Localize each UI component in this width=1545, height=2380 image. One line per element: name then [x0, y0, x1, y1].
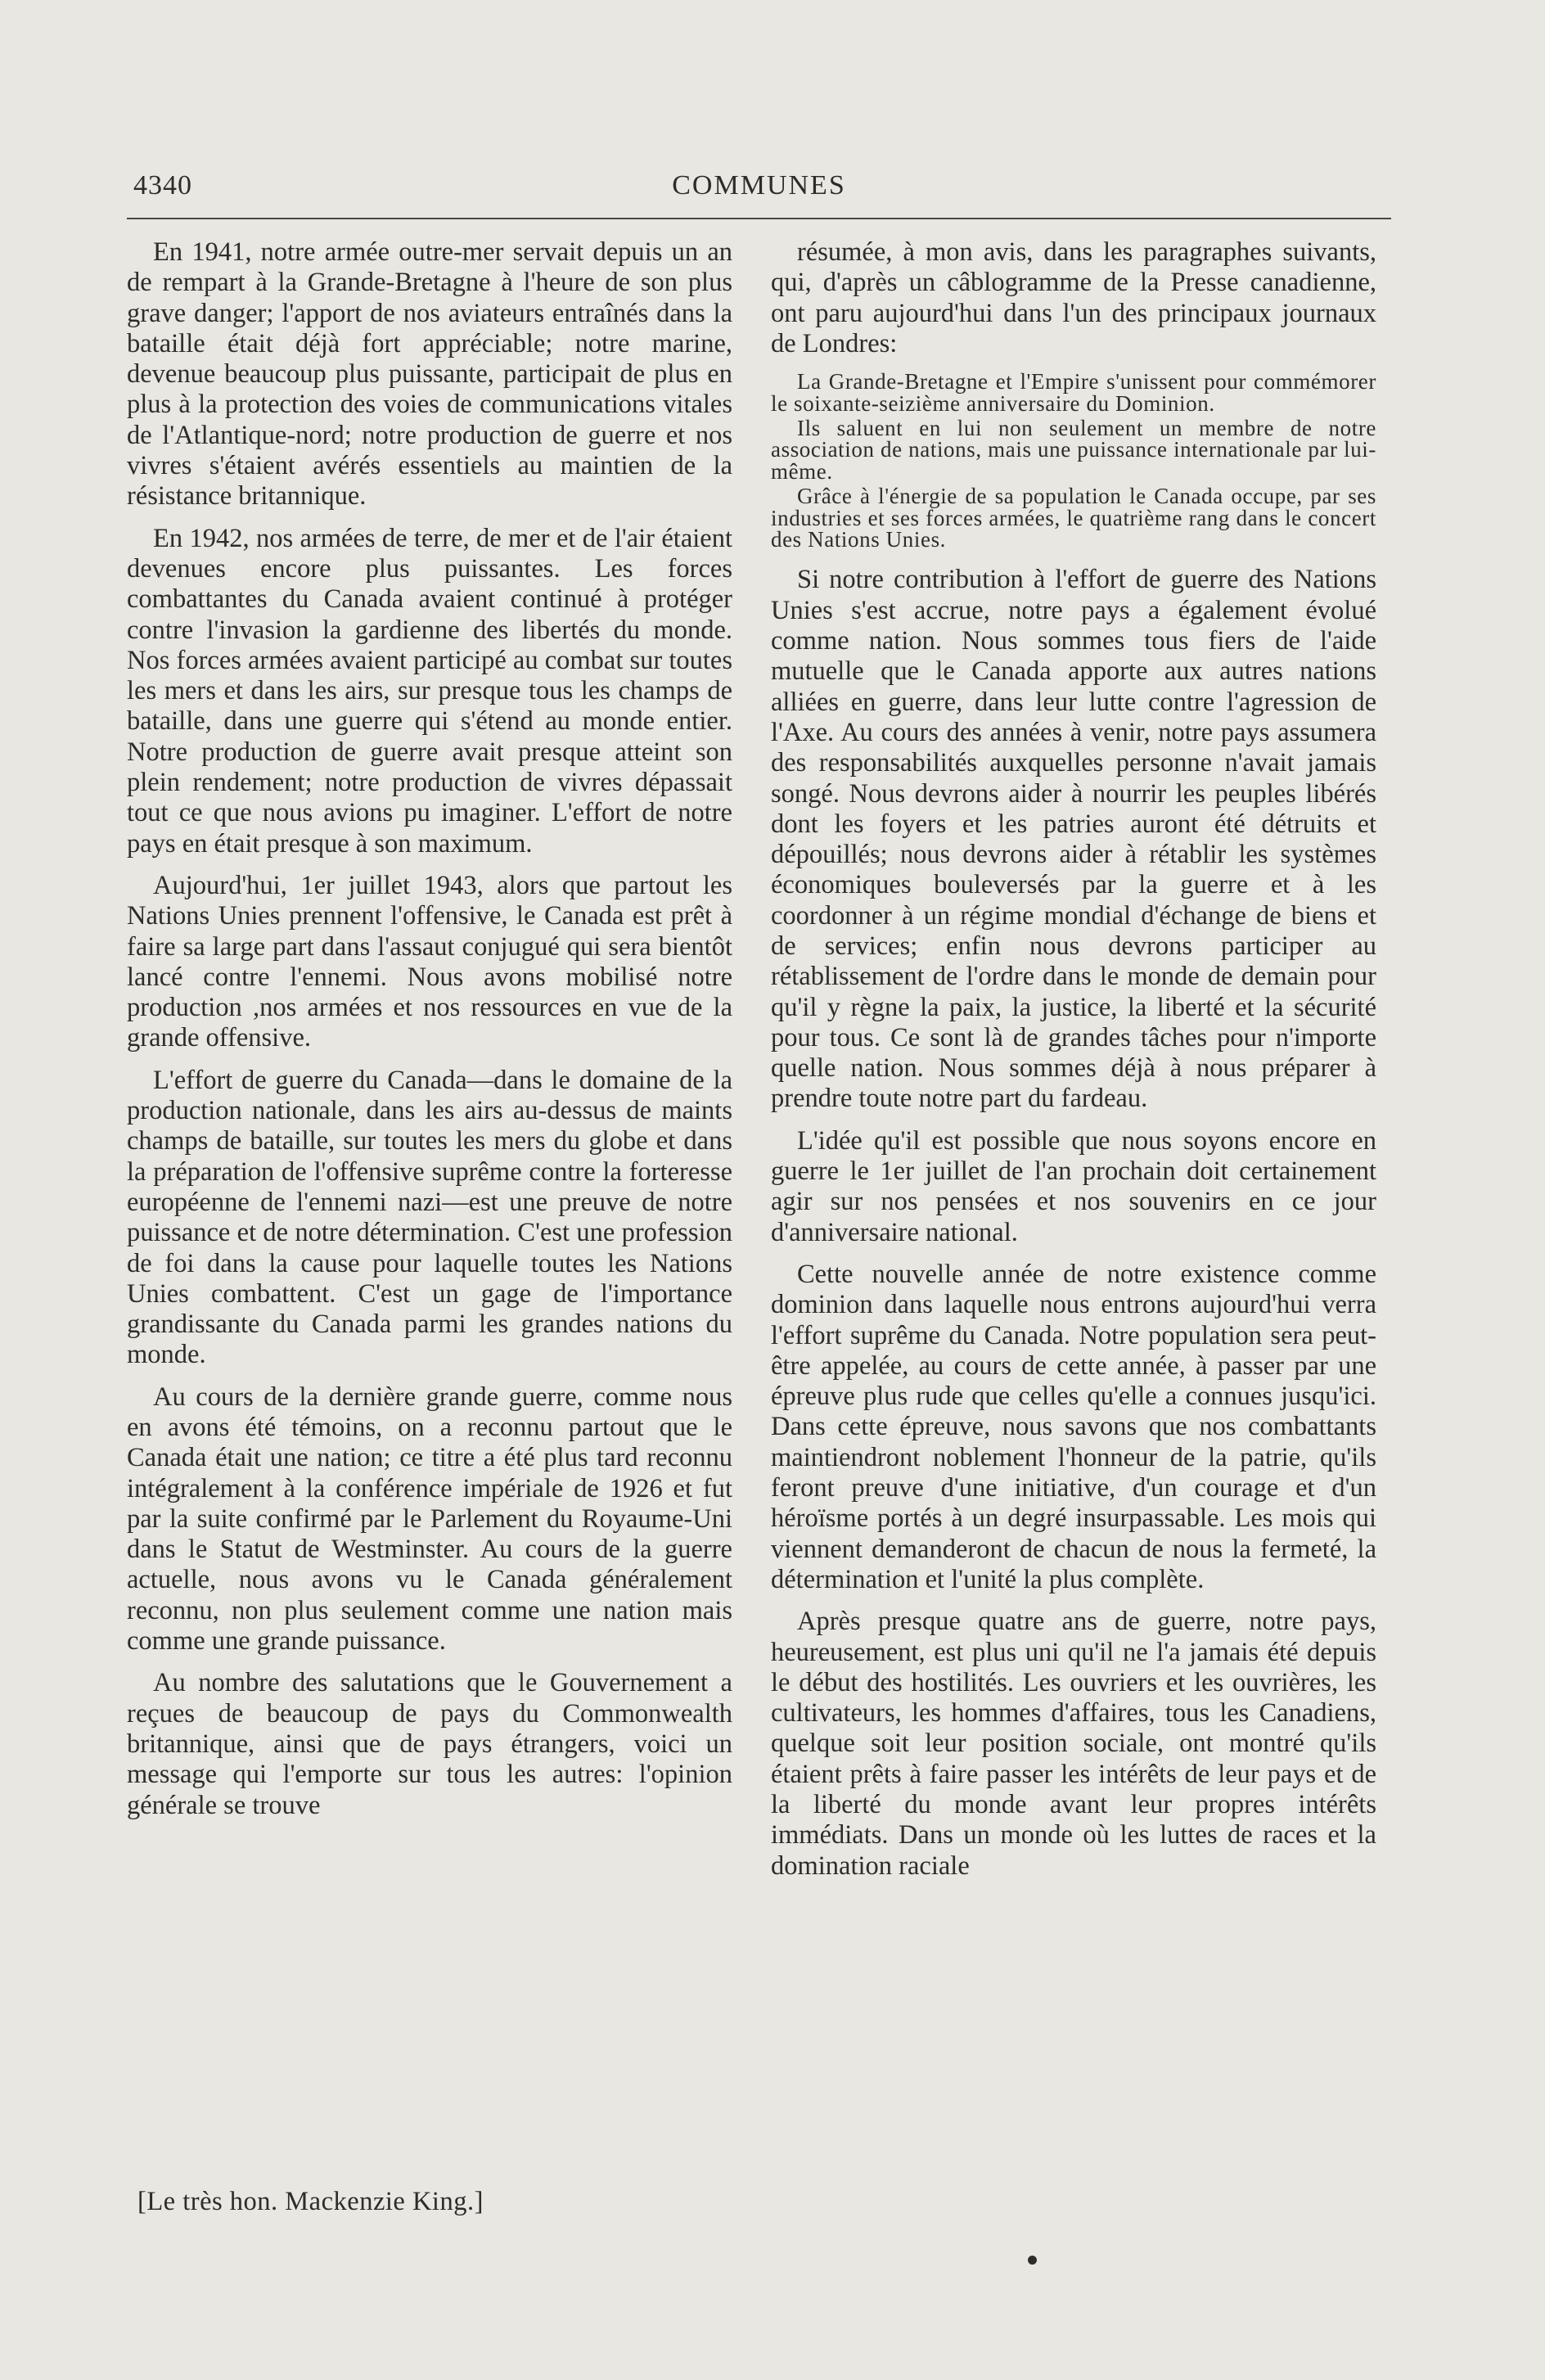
paragraph: Aujourd'hui, 1er juillet 1943, alors que partout les Nations Unies prennent l'offensive, le Canada est prêt à faire sa large part dans l'assaut conjugué qui sera bientôt lancé contre l'ennemi. Nous avons mobilisé notre production ,nos armées et nos ressources en vue de la grande offensive.	[127, 870, 732, 1053]
speaker-attribution: [Le très hon. Mackenzie King.]	[137, 2187, 484, 2216]
paragraph: résumée, à mon avis, dans les paragraphes suivants, qui, d'après un câblogramme de la Presse canadienne, ont paru aujourd'hui dans l'un des principaux journaux de Londres:	[771, 237, 1376, 358]
ink-speck	[1028, 2256, 1037, 2265]
right-column	[771, 237, 1376, 1882]
paragraph: En 1942, nos armées de terre, de mer et de l'air étaient devenues encore plus puissantes. Les forces combattantes du Canada avaient continué à protéger contre l'invasion la gardienne des libertés du monde. Nos forces armées avaient participé au combat sur toutes les mers et dans les airs, sur presque tous les champs de bataille, dans une guerre qui s'étend au monde entier. Notre production de guerre avait presque atteint son plein rendement; notre production de vivres dépassait tout ce que nous avions pu imaginer. L'effort de notre pays en était presque à son maximum.	[127, 523, 732, 859]
left-column	[127, 237, 732, 1821]
quoted-cable	[771, 371, 1376, 550]
paragraph: Si notre contribution à l'effort de guerre des Nations Unies s'est accrue, notre pays a également évolué comme nation. Nous sommes tous fiers de l'aide mutuelle que le Canada apporte aux autres nations alliées en guerre, dans leur lutte contre l'agression de l'Axe. Au cours des années à venir, notre pays assumera des responsabilités auxquelles personne n'avait jamais songé. Nous devrons aider à nourrir les peuples libérés dont les foyers et les patries auront été détruits et dépouillés; nous devrons aider à rétablir les systèmes économiques bouleversés par la guerre et à les coordonner à un régime mondial d'échange de biens et de services; enfin nous devrons participer au rétablissement de l'ordre dans le monde de demain pour qu'il y règne la paix, la justice, la liberté et la sécurité pour tous. Ce sont là de grandes tâches pour n'importe quelle nation. Nous sommes déjà à nous préparer à prendre toute notre part du fardeau.	[771, 565, 1376, 1114]
paragraph: En 1941, notre armée outre-mer servait depuis un an de rempart à la Grande-Bretagne à l'heure de son plus grave danger; l'apport de nos aviateurs entraînés dans la bataille était déjà fort appréciable; notre marine, devenue beaucoup plus puissante, participait de plus en plus à la protection des voies de communications vitales de l'Atlantique-nord; notre production de guerre et nos vivres s'étaient avérés essentiels au maintien de la résistance britannique.	[127, 237, 732, 512]
paragraph: Au nombre des salutations que le Gouvernement a reçues de beaucoup de pays du Commonwealth britannique, ainsi que de pays étrangers, voici un message qui l'emporte sur tous les autres: l'opinion générale se trouve	[127, 1668, 732, 1820]
page-header	[127, 164, 1391, 205]
paragraph: L'idée qu'il est possible que nous soyons encore en guerre le 1er juillet de l'an prochain doit certainement agir sur nos pensées et nos souvenirs en ce jour d'anniversaire national.	[771, 1125, 1376, 1247]
quote-paragraph: La Grande-Bretagne et l'Empire s'unissent pour commémorer le soixante-seizième anniversaire du Dominion.	[771, 369, 1376, 416]
quote-paragraph: Grâce à l'énergie de sa population le Canada occupe, par ses industries et ses forces armées, le quatrième rang dans le concert des Nations Unies.	[771, 484, 1376, 552]
header-rule	[127, 218, 1391, 219]
running-title: COMMUNES	[672, 170, 846, 201]
paragraph: Au cours de la dernière grande guerre, comme nous en avons été témoins, on a reconnu partout que le Canada était une nation; ce titre a été plus tard reconnu intégralement à la conférence impériale de 1926 et fut par la suite confirmé par le Parlement du Royaume-Uni dans le Statut de Westminster. Au cours de la guerre actuelle, nous avons vu le Canada généralement reconnu, non plus seulement comme une nation mais comme une grande puissance.	[127, 1382, 732, 1657]
paragraph: L'effort de guerre du Canada—dans le domaine de la production nationale, dans les airs au-dessus de maints champs de bataille, sur toutes les mers du globe et dans la préparation de l'offensive suprême contre la forteresse européenne de l'ennemi nazi—est une preuve de notre puissance et de notre détermination. C'est une profession de foi dans la cause pour laquelle toutes les Nations Unies combattent. C'est un gage de l'importance grandissante du Canada parmi les grandes nations du monde.	[127, 1065, 732, 1370]
quote-paragraph: Ils saluent en lui non seulement un membre de notre association de nations, mais une puissance internationale par lui-même.	[771, 416, 1376, 484]
paragraph: Cette nouvelle année de notre existence comme dominion dans laquelle nous entrons aujourd'hui verra l'effort suprême du Canada. Notre population sera peut-être appelée, au cours de cette année, à passer par une épreuve plus rude que celles qu'elle a connues jusqu'ici. Dans cette épreuve, nous savons que nos combattants maintiendront noblement l'honneur de la patrie, qu'ils feront preuve d'une initiative, d'un courage et d'un héroïsme portés à un degré insurpassable. Les mois qui viennent demanderont de chacun de nous la fermeté, la détermination et l'unité la plus complète.	[771, 1259, 1376, 1594]
paragraph: Après presque quatre ans de guerre, notre pays, heureusement, est plus uni qu'il ne l'a jamais été depuis le début des hostilités. Les ouvriers et les ouvrières, les cultivateurs, les hommes d'affaires, tous les Canadiens, quelque soit leur position sociale, ont montré qu'ils étaient prêts à faire passer les intérêts de leur pays et de la liberté du monde avant leur propres intérêts immédiats. Dans un monde où les luttes de races et la domination raciale	[771, 1607, 1376, 1881]
page-number: 4340	[133, 170, 192, 201]
